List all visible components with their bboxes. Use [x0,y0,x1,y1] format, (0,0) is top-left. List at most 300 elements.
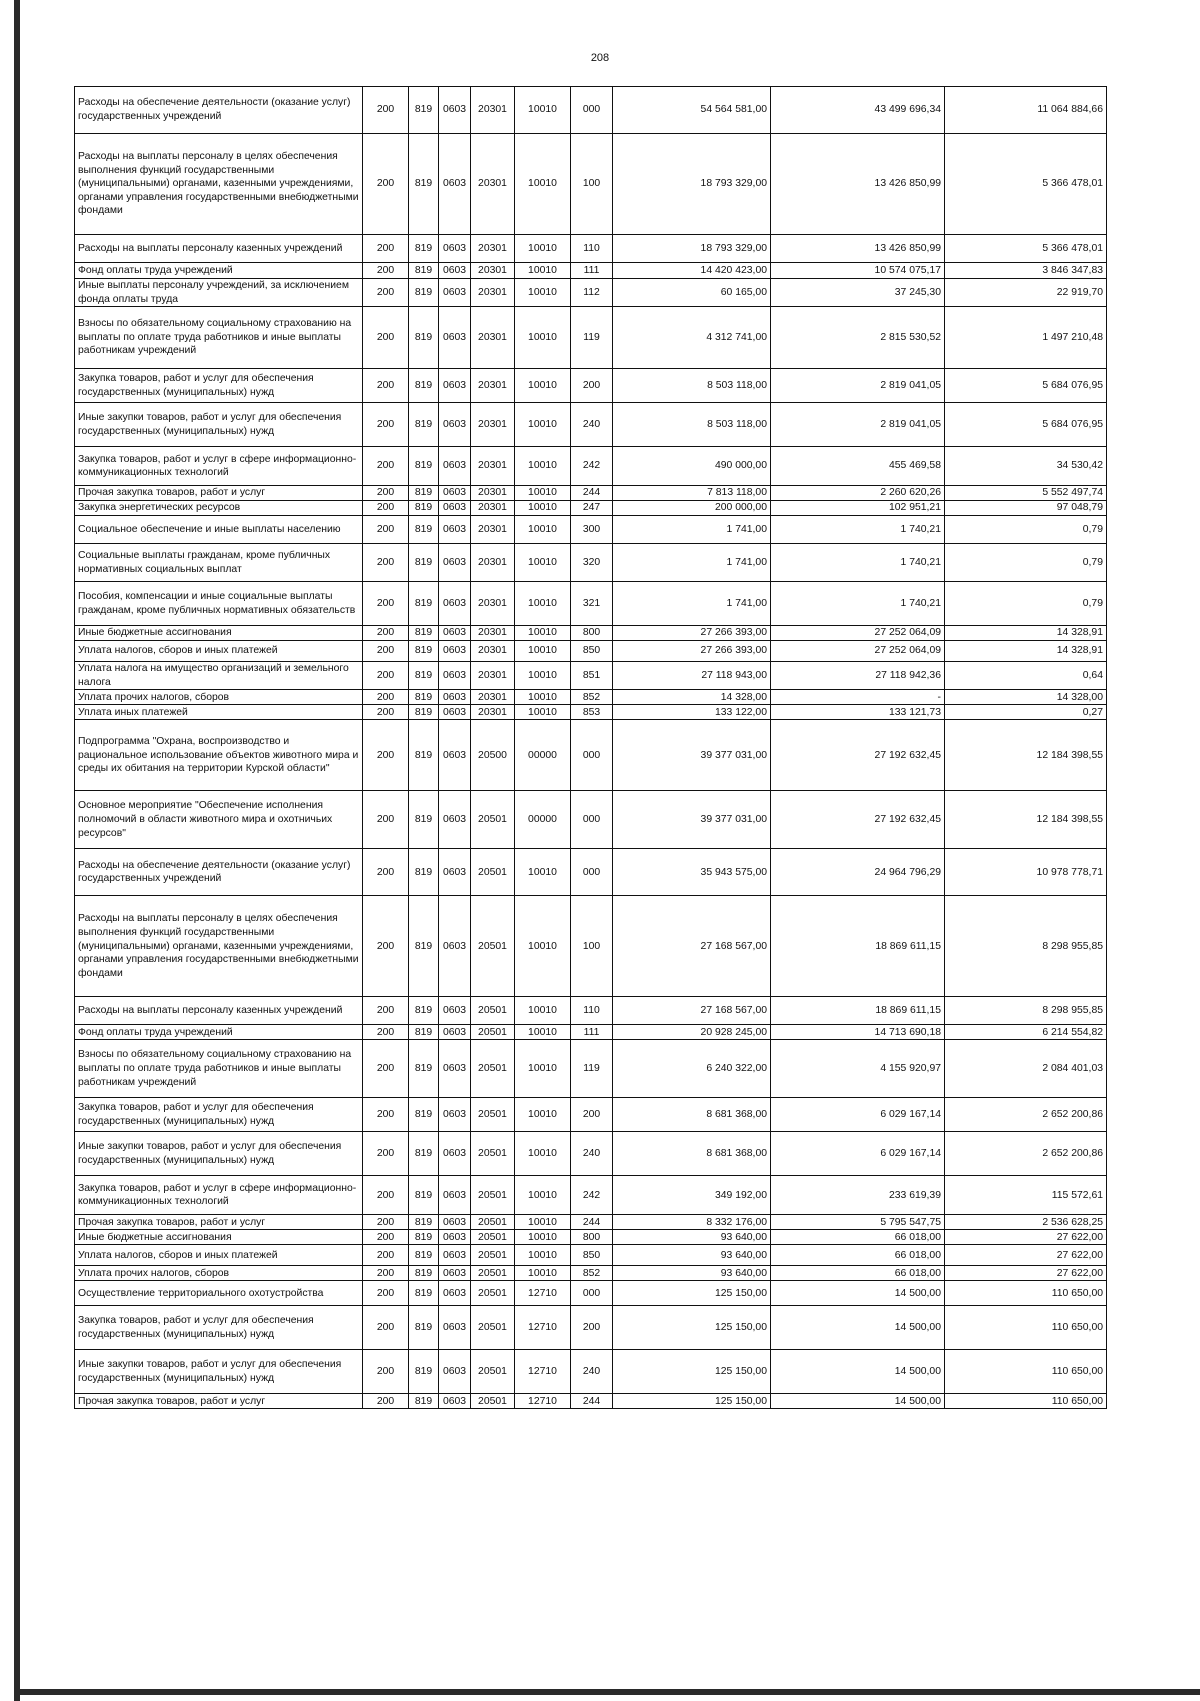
table-row [75,501,1107,516]
table-row [75,544,1107,582]
amount-cell: 3 846 347,83 [945,263,1107,279]
code-cell: 20501 [471,791,515,849]
code-cell: 200 [363,501,409,516]
row-description: Уплата налога на имущество организаций и земельного налога [75,662,363,690]
amount-cell: 0,64 [945,662,1107,690]
code-cell: 10010 [515,849,571,896]
row-description: Прочая закупка товаров, работ и услуг [75,1394,363,1409]
amount-cell: 233 619,39 [771,1176,945,1215]
table-row [75,369,1107,403]
code-cell: 20301 [471,279,515,307]
amount-cell: 1 740,21 [771,516,945,544]
code-cell: 112 [571,279,613,307]
amount-cell: 125 150,00 [613,1281,771,1306]
amount-cell: 14 500,00 [771,1306,945,1350]
code-cell: 200 [363,1281,409,1306]
scan-edge-bottom [14,1689,1200,1695]
code-cell: 244 [571,486,613,501]
amount-cell: 27 622,00 [945,1230,1107,1245]
code-cell: 819 [409,1025,439,1040]
row-description: Уплата налогов, сборов и иных платежей [75,641,363,662]
amount-cell: 2 084 401,03 [945,1040,1107,1098]
code-cell: 819 [409,896,439,997]
table-row [75,1350,1107,1394]
code-cell: 0603 [439,87,471,134]
amount-cell: 27 118 942,36 [771,662,945,690]
code-cell: 200 [363,1098,409,1132]
amount-cell: 2 260 620,26 [771,486,945,501]
code-cell: 819 [409,134,439,235]
row-description: Уплата прочих налогов, сборов [75,1266,363,1281]
amount-cell: 110 650,00 [945,1306,1107,1350]
code-cell: 110 [571,235,613,263]
amount-cell: 133 121,73 [771,705,945,720]
amount-cell: 27 192 632,45 [771,791,945,849]
code-cell: 819 [409,705,439,720]
code-cell: 800 [571,626,613,641]
code-cell: 0603 [439,1350,471,1394]
table-row [75,1215,1107,1230]
code-cell: 20501 [471,896,515,997]
code-cell: 200 [363,1132,409,1176]
code-cell: 200 [363,87,409,134]
amount-cell: 18 869 611,15 [771,997,945,1025]
code-cell: 10010 [515,486,571,501]
code-cell: 819 [409,626,439,641]
amount-cell: 14 500,00 [771,1350,945,1394]
amount-cell: 27 192 632,45 [771,720,945,791]
row-description: Расходы на выплаты персоналу в целях обеспечения выполнения функций государственными (муниципальными) органами, казенными учреждениями, органами управления государственными внебюджетными фондами [75,134,363,235]
amount-cell: 14 328,00 [945,690,1107,705]
amount-cell: 37 245,30 [771,279,945,307]
amount-cell: 27 118 943,00 [613,662,771,690]
code-cell: 20501 [471,849,515,896]
code-cell: 0603 [439,791,471,849]
code-cell: 20501 [471,1025,515,1040]
code-cell: 819 [409,791,439,849]
amount-cell: 1 740,21 [771,544,945,582]
row-description: Закупка товаров, работ и услуг для обеспечения государственных (муниципальных) нужд [75,1306,363,1350]
table-row [75,849,1107,896]
code-cell: 0603 [439,1266,471,1281]
code-cell: 10010 [515,87,571,134]
amount-cell: 4 155 920,97 [771,1040,945,1098]
code-cell: 000 [571,791,613,849]
amount-cell: 5 795 547,75 [771,1215,945,1230]
code-cell: 819 [409,87,439,134]
code-cell: 819 [409,403,439,447]
amount-cell: 12 184 398,55 [945,720,1107,791]
table-row [75,134,1107,235]
amount-cell: 2 536 628,25 [945,1215,1107,1230]
table-row [75,1306,1107,1350]
code-cell: 242 [571,1176,613,1215]
amount-cell: 10 978 778,71 [945,849,1107,896]
amount-cell: 14 328,91 [945,626,1107,641]
row-description: Иные бюджетные ассигнования [75,626,363,641]
code-cell: 100 [571,134,613,235]
amount-cell: 8 298 955,85 [945,896,1107,997]
amount-cell: 39 377 031,00 [613,791,771,849]
row-description: Взносы по обязательному социальному страхованию на выплаты по оплате труда работников и иные выплаты работникам учреждений [75,1040,363,1098]
code-cell: 0603 [439,582,471,626]
amount-cell: 125 150,00 [613,1394,771,1409]
row-description: Подпрограмма "Охрана, воспроизводство и рациональное использование объектов животного мира и среды их обитания на территории Курской области" [75,720,363,791]
amount-cell: 18 869 611,15 [771,896,945,997]
amount-cell: 2 819 041,05 [771,369,945,403]
code-cell: 20301 [471,544,515,582]
code-cell: 240 [571,1350,613,1394]
code-cell: 200 [363,1040,409,1098]
row-description: Расходы на выплаты персоналу в целях обеспечения выполнения функций государственными (муниципальными) органами, казенными учреждениями, органами управления государственными внебюджетными фондами [75,896,363,997]
amount-cell: 110 650,00 [945,1350,1107,1394]
code-cell: 200 [363,307,409,369]
code-cell: 819 [409,1230,439,1245]
code-cell: 200 [363,544,409,582]
code-cell: 10010 [515,1040,571,1098]
code-cell: 20501 [471,1266,515,1281]
code-cell: 819 [409,1266,439,1281]
code-cell: 819 [409,1245,439,1266]
code-cell: 0603 [439,896,471,997]
amount-cell: 54 564 581,00 [613,87,771,134]
code-cell: 20301 [471,87,515,134]
budget-execution-table [74,86,1107,1409]
code-cell: 10010 [515,1230,571,1245]
code-cell: 819 [409,641,439,662]
row-description: Закупка товаров, работ и услуг для обеспечения государственных (муниципальных) нужд [75,369,363,403]
amount-cell: 2 652 200,86 [945,1098,1107,1132]
code-cell: 850 [571,1245,613,1266]
amount-cell: 66 018,00 [771,1230,945,1245]
amount-cell: 14 500,00 [771,1281,945,1306]
amount-cell: 18 793 329,00 [613,235,771,263]
page-number: 208 [590,52,610,64]
amount-cell: 60 165,00 [613,279,771,307]
row-description: Расходы на выплаты персоналу казенных учреждений [75,235,363,263]
code-cell: 200 [363,516,409,544]
table-row [75,1230,1107,1245]
scan-edge-left [14,0,20,1701]
code-cell: 852 [571,1266,613,1281]
code-cell: 20301 [471,626,515,641]
amount-cell: 2 819 041,05 [771,403,945,447]
table-row [75,403,1107,447]
code-cell: 119 [571,307,613,369]
amount-cell: 18 793 329,00 [613,134,771,235]
code-cell: 10010 [515,501,571,516]
amount-cell: 102 951,21 [771,501,945,516]
amount-cell: 1 741,00 [613,516,771,544]
amount-cell: 8 681 368,00 [613,1132,771,1176]
amount-cell: 1 740,21 [771,582,945,626]
amount-cell: 12 184 398,55 [945,791,1107,849]
code-cell: 244 [571,1394,613,1409]
code-cell: 10010 [515,403,571,447]
code-cell: 200 [363,1215,409,1230]
code-cell: 200 [571,1306,613,1350]
code-cell: 819 [409,516,439,544]
code-cell: 819 [409,1306,439,1350]
code-cell: 819 [409,1394,439,1409]
code-cell: 10010 [515,997,571,1025]
code-cell: 12710 [515,1281,571,1306]
row-description: Уплата иных платежей [75,705,363,720]
amount-cell: 27 622,00 [945,1266,1107,1281]
code-cell: 200 [571,1098,613,1132]
code-cell: 0603 [439,279,471,307]
amount-cell: 35 943 575,00 [613,849,771,896]
amount-cell: 8 681 368,00 [613,1098,771,1132]
amount-cell: 5 366 478,01 [945,134,1107,235]
code-cell: 200 [363,1176,409,1215]
code-cell: 110 [571,997,613,1025]
code-cell: 10010 [515,1025,571,1040]
code-cell: 0603 [439,486,471,501]
code-cell: 10010 [515,263,571,279]
amount-cell: 93 640,00 [613,1230,771,1245]
amount-cell: 10 574 075,17 [771,263,945,279]
amount-cell: 7 813 118,00 [613,486,771,501]
code-cell: 200 [363,662,409,690]
row-description: Социальные выплаты гражданам, кроме публичных нормативных социальных выплат [75,544,363,582]
code-cell: 10010 [515,690,571,705]
code-cell: 0603 [439,544,471,582]
code-cell: 0603 [439,263,471,279]
code-cell: 20501 [471,1215,515,1230]
code-cell: 819 [409,1350,439,1394]
code-cell: 200 [363,134,409,235]
code-cell: 20501 [471,1040,515,1098]
amount-cell: 110 650,00 [945,1394,1107,1409]
code-cell: 0603 [439,1245,471,1266]
table-row [75,662,1107,690]
code-cell: 0603 [439,1281,471,1306]
code-cell: 20500 [471,720,515,791]
amount-cell: 133 122,00 [613,705,771,720]
code-cell: 300 [571,516,613,544]
code-cell: 200 [363,997,409,1025]
code-cell: 0603 [439,1176,471,1215]
row-description: Иные выплаты персоналу учреждений, за исключением фонда оплаты труда [75,279,363,307]
code-cell: 0603 [439,1040,471,1098]
row-description: Расходы на обеспечение деятельности (оказание услуг) государственных учреждений [75,849,363,896]
code-cell: 20501 [471,997,515,1025]
amount-cell: 1 741,00 [613,582,771,626]
amount-cell: - [771,690,945,705]
row-description: Прочая закупка товаров, работ и услуг [75,1215,363,1230]
code-cell: 819 [409,447,439,486]
amount-cell: 14 420 423,00 [613,263,771,279]
code-cell: 819 [409,279,439,307]
amount-cell: 4 312 741,00 [613,307,771,369]
amount-cell: 34 530,42 [945,447,1107,486]
table-row [75,997,1107,1025]
table-row [75,791,1107,849]
code-cell: 20301 [471,641,515,662]
code-cell: 20501 [471,1350,515,1394]
code-cell: 819 [409,997,439,1025]
row-description: Иные закупки товаров, работ и услуг для обеспечения государственных (муниципальных) нужд [75,1350,363,1394]
code-cell: 10010 [515,544,571,582]
code-cell: 20501 [471,1230,515,1245]
table-row [75,516,1107,544]
table-row [75,1098,1107,1132]
code-cell: 10010 [515,1132,571,1176]
code-cell: 000 [571,720,613,791]
table-row [75,486,1107,501]
code-cell: 852 [571,690,613,705]
amount-cell: 6 029 167,14 [771,1132,945,1176]
code-cell: 200 [363,1394,409,1409]
code-cell: 10010 [515,279,571,307]
amount-cell: 0,79 [945,544,1107,582]
code-cell: 20501 [471,1281,515,1306]
row-description: Закупка товаров, работ и услуг в сфере информационно-коммуникационных технологий [75,447,363,486]
code-cell: 10010 [515,896,571,997]
code-cell: 20301 [471,690,515,705]
amount-cell: 5 366 478,01 [945,235,1107,263]
table-row [75,1394,1107,1409]
amount-cell: 5 684 076,95 [945,403,1107,447]
code-cell: 111 [571,263,613,279]
amount-cell: 27 252 064,09 [771,641,945,662]
code-cell: 200 [363,690,409,705]
code-cell: 853 [571,705,613,720]
code-cell: 819 [409,582,439,626]
code-cell: 0603 [439,1394,471,1409]
code-cell: 10010 [515,134,571,235]
row-description: Фонд оплаты труда учреждений [75,1025,363,1040]
amount-cell: 490 000,00 [613,447,771,486]
table-row [75,1132,1107,1176]
code-cell: 200 [363,1306,409,1350]
amount-cell: 2 815 530,52 [771,307,945,369]
code-cell: 0603 [439,720,471,791]
row-description: Прочая закупка товаров, работ и услуг [75,486,363,501]
table-row [75,447,1107,486]
table-row [75,720,1107,791]
code-cell: 200 [363,849,409,896]
code-cell: 10010 [515,626,571,641]
code-cell: 0603 [439,690,471,705]
amount-cell: 13 426 850,99 [771,235,945,263]
code-cell: 20301 [471,705,515,720]
code-cell: 0603 [439,705,471,720]
table-row [75,705,1107,720]
table-row [75,235,1107,263]
row-description: Основное мероприятие "Обеспечение исполнения полномочий в области животного мира и охотничьих ресурсов" [75,791,363,849]
amount-cell: 27 168 567,00 [613,896,771,997]
table-row [75,1281,1107,1306]
code-cell: 247 [571,501,613,516]
code-cell: 0603 [439,641,471,662]
amount-cell: 110 650,00 [945,1281,1107,1306]
code-cell: 20301 [471,403,515,447]
table-row [75,1245,1107,1266]
code-cell: 20301 [471,134,515,235]
code-cell: 10010 [515,1098,571,1132]
table-row [75,1176,1107,1215]
code-cell: 819 [409,1040,439,1098]
amount-cell: 1 741,00 [613,544,771,582]
code-cell: 10010 [515,447,571,486]
code-cell: 242 [571,447,613,486]
amount-cell: 5 552 497,74 [945,486,1107,501]
code-cell: 200 [363,720,409,791]
code-cell: 00000 [515,720,571,791]
code-cell: 819 [409,849,439,896]
amount-cell: 22 919,70 [945,279,1107,307]
code-cell: 10010 [515,516,571,544]
code-cell: 320 [571,544,613,582]
code-cell: 244 [571,1215,613,1230]
amount-cell: 125 150,00 [613,1306,771,1350]
code-cell: 200 [363,1245,409,1266]
amount-cell: 0,27 [945,705,1107,720]
code-cell: 119 [571,1040,613,1098]
row-description: Фонд оплаты труда учреждений [75,263,363,279]
amount-cell: 1 497 210,48 [945,307,1107,369]
code-cell: 0603 [439,235,471,263]
code-cell: 819 [409,501,439,516]
code-cell: 20501 [471,1306,515,1350]
amount-cell: 14 713 690,18 [771,1025,945,1040]
amount-cell: 14 500,00 [771,1394,945,1409]
code-cell: 000 [571,849,613,896]
code-cell: 200 [363,1230,409,1245]
amount-cell: 8 332 176,00 [613,1215,771,1230]
row-description: Закупка товаров, работ и услуг для обеспечения государственных (муниципальных) нужд [75,1098,363,1132]
code-cell: 20301 [471,582,515,626]
code-cell: 0603 [439,1132,471,1176]
code-cell: 12710 [515,1350,571,1394]
amount-cell: 24 964 796,29 [771,849,945,896]
amount-cell: 2 652 200,86 [945,1132,1107,1176]
row-description: Уплата прочих налогов, сборов [75,690,363,705]
code-cell: 000 [571,1281,613,1306]
amount-cell: 27 252 064,09 [771,626,945,641]
code-cell: 10010 [515,235,571,263]
amount-cell: 93 640,00 [613,1245,771,1266]
code-cell: 850 [571,641,613,662]
code-cell: 321 [571,582,613,626]
amount-cell: 14 328,91 [945,641,1107,662]
code-cell: 200 [363,1350,409,1394]
amount-cell: 39 377 031,00 [613,720,771,791]
amount-cell: 27 168 567,00 [613,997,771,1025]
code-cell: 000 [571,87,613,134]
code-cell: 800 [571,1230,613,1245]
row-description: Иные закупки товаров, работ и услуг для обеспечения государственных (муниципальных) нужд [75,1132,363,1176]
table-row [75,641,1107,662]
code-cell: 200 [363,1025,409,1040]
row-description: Закупка энергетических ресурсов [75,501,363,516]
code-cell: 819 [409,544,439,582]
code-cell: 819 [409,720,439,791]
code-cell: 20301 [471,447,515,486]
code-cell: 200 [363,263,409,279]
code-cell: 0603 [439,1098,471,1132]
code-cell: 0603 [439,501,471,516]
amount-cell: 20 928 245,00 [613,1025,771,1040]
amount-cell: 0,79 [945,582,1107,626]
code-cell: 200 [363,403,409,447]
code-cell: 20501 [471,1245,515,1266]
amount-cell: 8 298 955,85 [945,997,1107,1025]
amount-cell: 5 684 076,95 [945,369,1107,403]
code-cell: 0603 [439,307,471,369]
